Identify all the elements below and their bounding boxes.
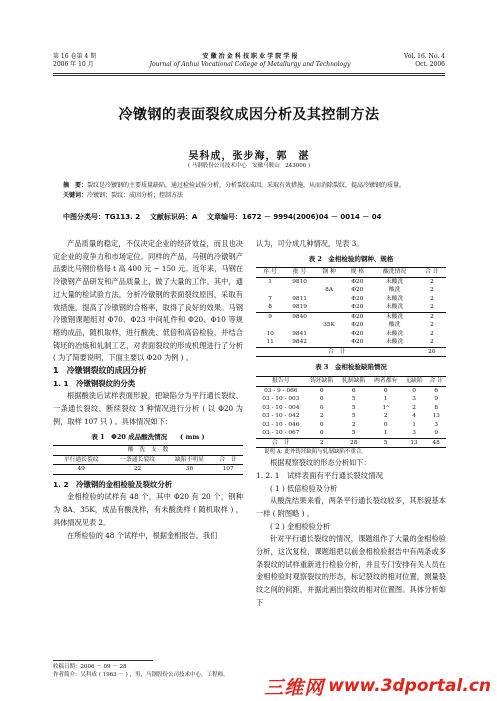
table-1-header: 合 计 <box>213 455 243 465</box>
table-cell: 5 <box>351 430 356 437</box>
table-cell: 合 计 <box>272 439 290 446</box>
header-rule <box>53 73 445 74</box>
table-row <box>256 386 446 395</box>
table-2-total-label: 合 计 <box>328 348 346 355</box>
table-cell: 未酸洗 <box>385 330 404 337</box>
table-cell: 10 <box>266 330 274 337</box>
table-cell: 2 <box>429 330 434 337</box>
table-cell <box>315 295 343 304</box>
table-total-row <box>256 438 446 448</box>
table-cell <box>315 330 343 339</box>
table-cell: 9842 <box>292 339 307 346</box>
keywords-text: 冷镦钢；裂纹；成因分析；控制方法 <box>87 192 184 199</box>
watermark-url: www.3dportal.cn <box>328 676 491 696</box>
table-2-header: 合 计 <box>418 268 446 278</box>
header-rule-thin <box>53 75 445 76</box>
table-cell: 未酸洗 <box>385 339 404 346</box>
table-row <box>256 421 446 430</box>
table-cell: 5 <box>351 413 356 420</box>
table-3-caption: 表 3 金相检验缺陷情况 <box>315 363 387 372</box>
date-label: 2006 年 10 月 <box>53 61 94 68</box>
table-cell: 2 <box>429 339 434 346</box>
document-code: 文献标识码：A <box>149 213 198 221</box>
table-2-total: 20 <box>428 348 436 355</box>
table-cell <box>315 277 343 286</box>
table-1-header: 缺陷不明显 <box>166 455 214 465</box>
intro-paragraph: 产品质量的稳定，不仅决定企业的经济效益，而且也决定企业的竞争力和市场定位。同样的产品，马钢的冷镦钢产品要比马钢价格每 t 高 400 元 ~ 150 元。近年来，马钢在冷镦钢产品研发和产品质量上，做了大量的工作。其中，通过大量的检试验方法，分析冷镦钢的表面裂纹原因，采取有效措施，提高了冷镦钢的合格率，取得了良好的效果。马钢冷镦钢课题组对 Φ70、Φ23 中间轧件和 Φ20、Φ10 等规格的成品，随机取样，进行酸洗、低倍和高倍检验，并结合铸坯的冶炼和轧制工艺，对表面裂纹的形成机理进行了分析 ( 为了简要说明，下面主要以 Φ20 为例 ) 。 <box>53 239 243 363</box>
table-cell <box>284 321 315 330</box>
journal-name-cn: 安 徽 冶 金 科 技 职 业 学 院 学 报 <box>202 53 298 60</box>
table-cell: 6 <box>434 387 439 394</box>
table-cell: 48 <box>432 439 440 446</box>
table-total-row <box>256 347 446 357</box>
author-bio: 作者简介：吴科成 ( 1963 － ) ，男，马钢股份公司技术中心，工程师。 <box>53 672 229 678</box>
table-cell: 2 <box>429 287 434 294</box>
table-row <box>256 338 446 347</box>
table-cell: 03 - 10 - 003 <box>262 396 300 403</box>
table-cell: Φ20 <box>351 295 364 302</box>
table-3-header: 报告号 <box>256 377 306 387</box>
table-cell: 酸洗 <box>388 287 401 294</box>
table-cell: 0 <box>319 404 324 411</box>
left-column <box>53 238 243 542</box>
table-2-header: 序 号 <box>256 268 284 278</box>
table-cell: 2 <box>429 304 434 311</box>
paper-title: 冷镦钢的表面裂纹成因分析及其控制方法 <box>118 107 380 123</box>
table-cell: 8A <box>325 287 334 294</box>
table-cell <box>315 338 343 347</box>
volume-label: Vol. 16. No. 4 <box>404 53 445 60</box>
section-heading-1: 1 冷镦钢裂纹的成因分析 <box>53 366 147 376</box>
table-cell: 5 <box>383 439 388 446</box>
morphology-intro: 根据观察裂纹的形态分析如下： <box>270 458 371 468</box>
table-cell: 03 - 10 - 004 <box>262 404 300 411</box>
right-column <box>256 238 446 610</box>
table-1 <box>53 445 243 475</box>
table-cell: 28 <box>350 439 358 446</box>
table-3-note: 说明 A: 此外铸坯缺陷与轧制缺陷不重合。 <box>264 449 367 456</box>
table-3-header: 合 计 <box>426 377 446 387</box>
table-cell: 13 <box>410 439 418 446</box>
table-row <box>256 277 446 286</box>
table-cell: 13 <box>432 413 440 420</box>
table-cell: 3 <box>412 430 416 437</box>
table-cell: 未酸洗 <box>385 313 404 320</box>
table-cell: 9 <box>268 313 272 320</box>
watermark-site-name: 三维网 <box>264 676 325 699</box>
table-row <box>256 404 446 413</box>
table-cell: 6 <box>351 387 356 394</box>
subheading-low-power: ( 1 ) 低倍检验及分析 <box>270 483 338 493</box>
table-cell: Φ20 <box>351 339 364 346</box>
classification-line <box>63 212 381 222</box>
affiliation: ( 马钢股份公司技术中心 安徽马鞍山 243000 ) <box>187 163 311 169</box>
table-cell: 9 <box>434 430 439 437</box>
table-1-cell: 49 <box>77 466 85 473</box>
table-cell <box>315 312 343 321</box>
table-1-caption: 表 1 Φ20 成品酸洗情况 ( mm ) <box>91 432 205 441</box>
table-cell: 9841 <box>292 330 307 337</box>
table-cell: 5 <box>351 404 356 411</box>
table-cell: 0 <box>319 396 324 403</box>
table-cell: 2 <box>383 413 388 420</box>
table-cell: 2 <box>412 404 416 411</box>
table-cell: 5 <box>351 396 356 403</box>
table-1-group-header: 酸 洗 支 数 <box>53 446 243 456</box>
table-cell: 3 <box>412 396 416 403</box>
table-cell: 03 - 10 - 042 <box>262 413 300 420</box>
table-cell: 03 - 10 - 046 <box>262 421 300 428</box>
abstract-text: 裂纹是冷镦钢的主要质量缺陷，通过检验试验分析，分析裂纹成因，采取有效措施，从而消除裂纹，提高冷镦钢的质量。 <box>87 182 406 189</box>
table-cell: 03 - 10 - 067 <box>262 430 300 437</box>
table-cell: 0 <box>383 387 388 394</box>
section-heading-1-2: 1. 2 冷镦钢的金相检验及裂纹分析 <box>53 479 173 489</box>
section-heading-1-2-1: 1. 2. 1 试样表面有平行通长裂纹情况 <box>256 470 383 480</box>
header-left <box>53 53 96 69</box>
table-cell: 1ᴬ <box>382 404 389 411</box>
table-2-header: 规 格 <box>343 268 371 278</box>
table-cell: 0 <box>319 421 324 428</box>
article-number: 文章编号：1672 － 9994(2006)04 － 0014 － 04 <box>207 213 382 221</box>
authors: 吴科成，张步海，郭 湛 <box>188 151 310 162</box>
table-3-header: 两者都有 <box>370 377 402 387</box>
table-2 <box>256 267 446 357</box>
table-cell: 1 <box>412 421 416 428</box>
table-2-header: 钢 种 <box>315 268 343 278</box>
continued-paragraph: 认为，可分成几种情况，见表 3。 <box>256 239 364 248</box>
table-cell: 1 <box>383 430 388 437</box>
table-row <box>256 295 446 304</box>
table-row <box>256 321 446 330</box>
table-2-header: 酸洗情况 <box>372 268 418 278</box>
table-1-header: 一条通长裂纹 <box>109 455 165 465</box>
table-cell: Φ20 <box>351 287 364 294</box>
table-cell: 9819 <box>292 304 307 311</box>
table-cell: 2 <box>319 439 324 446</box>
table-cell: 0 <box>412 387 416 394</box>
table-row <box>256 412 446 421</box>
table-cell: Φ20 <box>351 330 364 337</box>
table-1-cell: 36 <box>185 466 194 473</box>
table-cell: 9 <box>434 396 439 403</box>
table-cell: 2 <box>319 413 324 420</box>
table-cell: Φ20 <box>351 278 364 285</box>
header-center <box>140 53 360 69</box>
table-3-header: 铸坯缺陷 <box>306 377 338 387</box>
table-cell: 1 <box>268 278 272 285</box>
table-cell: Φ20 <box>351 313 364 320</box>
table-row <box>256 286 446 295</box>
table-cell <box>315 303 343 312</box>
journal-name-en: Journal of Anhui Vocational College of Metallurgy and Technology <box>149 61 351 68</box>
table-cell: 2 <box>351 421 356 428</box>
abstract <box>63 181 439 200</box>
table-cell <box>256 286 284 295</box>
table-cell: Φ20 <box>351 304 364 311</box>
watermark <box>191 674 491 698</box>
table-1-header: 平行通长裂纹 <box>53 455 109 465</box>
low-power-paragraph: 从酸洗结果来看，两条平行通长裂纹较多，其形貌基本一样 ( 附图略 ) 。 <box>256 496 446 518</box>
table-cell: 03 - 9 - 066 <box>264 387 298 394</box>
month-label: Oct. 2006 <box>415 61 445 68</box>
table-row <box>256 429 446 438</box>
header-right <box>404 53 445 69</box>
clc-number: 中图分类号：TG113. 2 <box>63 213 141 221</box>
table-3-header: 无缺陷 <box>402 377 427 387</box>
table-cell: 0 <box>383 421 388 428</box>
table-cell: 未酸洗 <box>385 295 404 302</box>
table-cell <box>284 286 315 295</box>
table-cell: Φ20 <box>351 322 364 329</box>
metallography-analysis-paragraph: 针对平行通长裂纹的情况，课题组作了大量的金相检验分析，这次复检，课题组把以前金相检验报告中有两条或多条裂纹的试样重新进行检验分析，并且专门安排有关人员在金相检验时观察裂纹的形态，标记裂纹的相对位置，测量裂纹之间的间距，并据此画出裂纹的相对位置图。具体分析如下 <box>256 534 446 607</box>
table-cell: 4 <box>412 413 416 420</box>
table-cell: 9811 <box>292 295 307 302</box>
table-cell: 8 <box>268 304 272 311</box>
table-2-caption: 表 2 金相检验的钢种、规格 <box>308 254 394 263</box>
analysis-paragraph: 在所检验的 48 个试样中，根据金相报告，我们 <box>67 530 218 540</box>
table-cell: 35K <box>323 322 335 329</box>
abstract-label: 摘 要： <box>63 182 88 189</box>
table-cell: 7 <box>268 295 272 302</box>
table-3 <box>256 376 446 448</box>
section-heading-1-1: 1. 1 冷镦钢裂纹的分类 <box>53 378 136 388</box>
table-row <box>256 303 446 312</box>
table-cell: 3 <box>434 421 439 428</box>
table-cell: 0 <box>319 430 324 437</box>
table-cell: 9810 <box>292 278 307 285</box>
table-cell: 酸洗 <box>388 322 401 329</box>
table-row <box>256 312 446 321</box>
table-cell: 1 <box>383 396 388 403</box>
table-cell: 2 <box>429 313 434 320</box>
table-cell: 2 <box>429 278 434 285</box>
table-cell: 未酸洗 <box>385 278 404 285</box>
metallography-paragraph: 金相检验的试样有 48 个，其中 Φ20 有 20 个，钢种为 8A、35K，成品有酸洗样，有未酸洗样 ( 随机取样 ) ，具体情况见表 2。 <box>53 492 243 527</box>
table-cell: 0 <box>319 387 324 394</box>
table-1-cell: 22 <box>133 466 142 473</box>
table-2-header: 批 号 <box>284 268 315 278</box>
table-cell: 11 <box>266 339 274 346</box>
issue-label: 第 16 卷第 4 期 <box>53 53 97 60</box>
table-cell: 2 <box>429 295 434 302</box>
received-date: 收稿日期：2006 － 09 － 28 <box>53 664 127 670</box>
table-cell: 9840 <box>292 313 307 320</box>
table-cell <box>256 321 284 330</box>
subheading-metallography: ( 2 ) 金相检验分析 <box>270 521 331 531</box>
table-3-header: 轧制缺陷 <box>338 377 370 387</box>
table-row <box>256 330 446 339</box>
table-1-cell: 107 <box>222 466 234 473</box>
table-cell: 2 <box>429 322 434 329</box>
keywords-label: 关键词： <box>63 192 88 199</box>
footnote-rule <box>53 660 153 661</box>
table-cell: 未酸洗 <box>385 304 404 311</box>
table-row <box>256 395 446 404</box>
classification-paragraph: 根据酸洗后试样表面形貌，把缺陷分为平行通长裂纹、一条通长裂纹、断续裂纹 3 种情况进行分析 ( 以 Φ20 为例，取样 107 只 ) 。具体情况如下： <box>53 391 243 426</box>
table-cell: 8 <box>434 404 439 411</box>
